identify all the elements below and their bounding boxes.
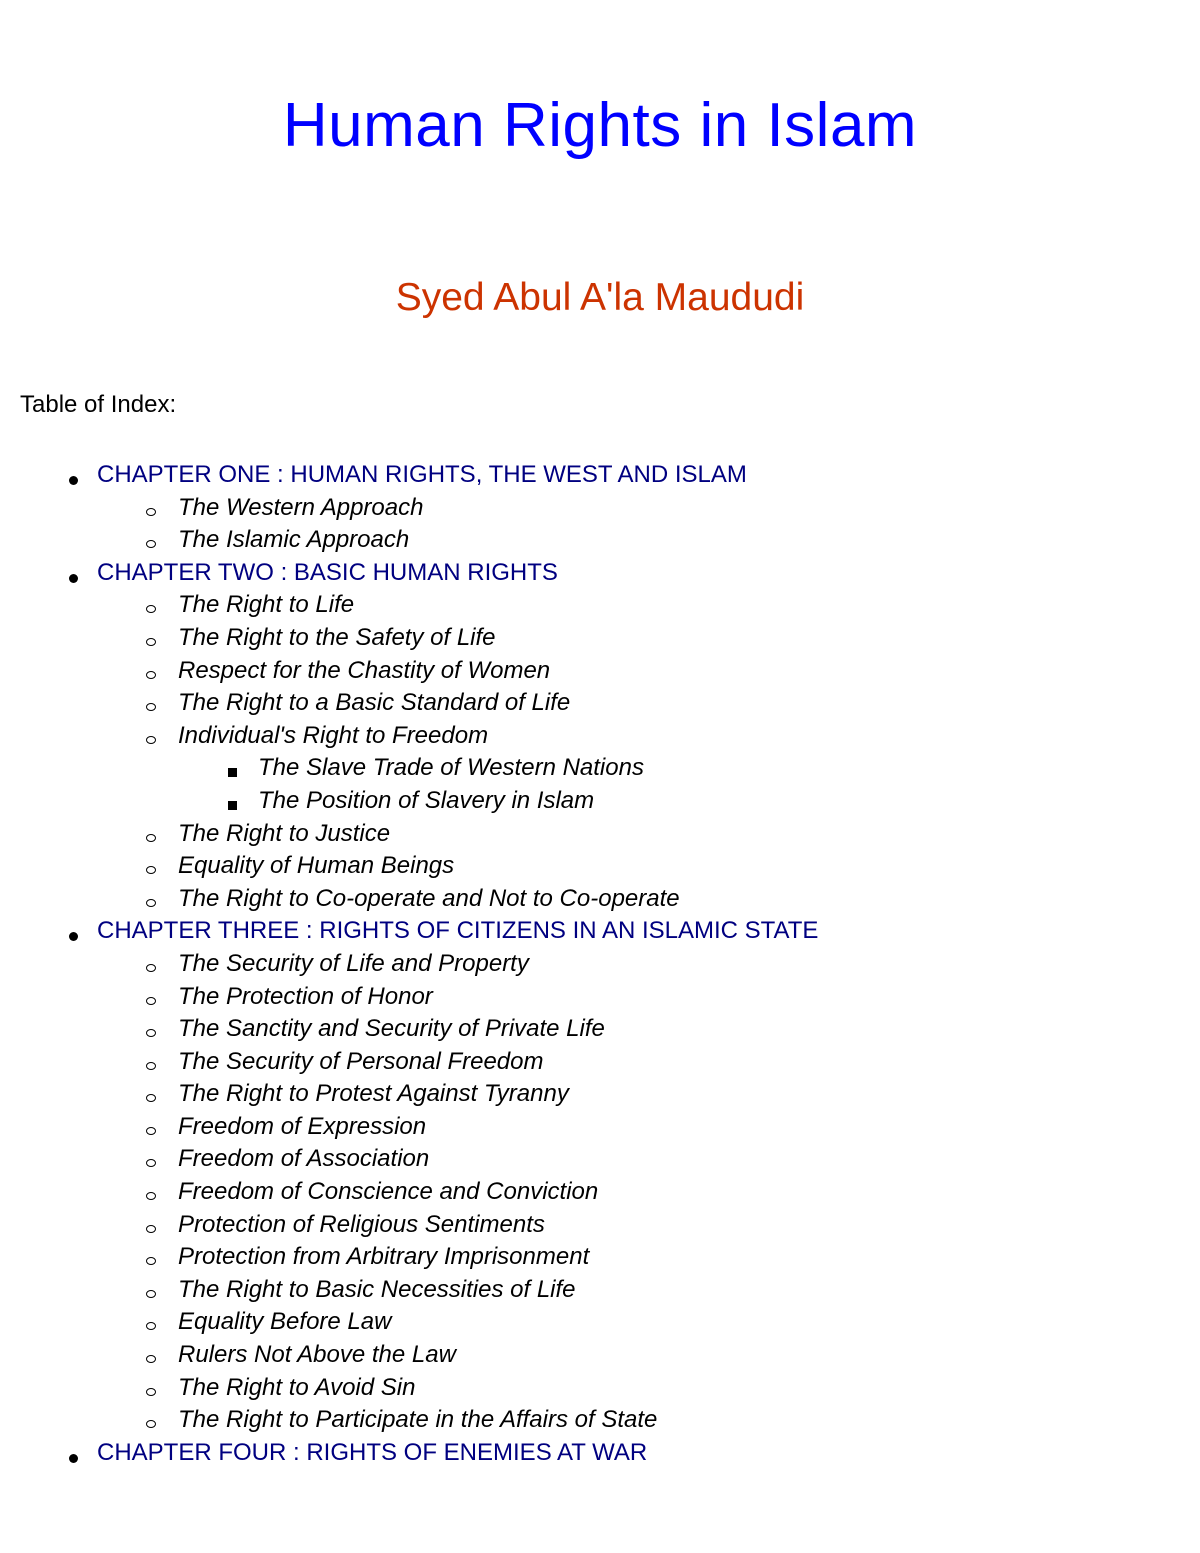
toc-section-item[interactable] [0,850,1200,883]
toc-section-item[interactable] [0,655,1200,688]
toc-section-label[interactable]: Freedom of Association [178,1145,430,1173]
hollow-circle-bullet-icon [146,899,156,907]
toc-section-label[interactable]: Respect for the Chastity of Women [178,656,551,684]
toc-section-item[interactable] [0,1176,1200,1209]
toc-chapter-item[interactable] [0,915,1200,948]
toc-section-label[interactable]: The Security of Personal Freedom [178,1047,544,1075]
hollow-circle-bullet-icon [146,540,156,548]
hollow-circle-bullet-icon [146,1388,156,1396]
toc-subsection-label[interactable]: The Position of Slavery in Islam [258,786,595,814]
toc-section-label[interactable]: The Security of Life and Property [178,949,529,977]
toc-subsection-label[interactable]: The Slave Trade of Western Nations [258,754,644,782]
toc-section-label[interactable]: Freedom of Expression [178,1112,427,1140]
hollow-circle-bullet-icon [146,964,156,972]
toc-section-item[interactable] [0,687,1200,720]
document-author: Syed Abul A'la Maududi [395,276,805,319]
toc-subsection-item[interactable] [0,752,1200,785]
toc-section-label[interactable]: Freedom of Conscience and Conviction [178,1178,599,1206]
toc-section-item[interactable] [0,1013,1200,1046]
toc-section-item[interactable] [0,1306,1200,1339]
toc-section-label[interactable]: Protection from Arbitrary Imprisonment [178,1243,590,1271]
index-label: Table of Index: [20,391,177,418]
toc-section-item[interactable] [0,1143,1200,1176]
hollow-circle-bullet-icon [146,671,156,679]
toc-subsection-item[interactable] [0,785,1200,818]
filled-circle-bullet-icon [69,574,78,583]
hollow-circle-bullet-icon [146,1094,156,1102]
toc-section-label[interactable]: The Right to the Safety of Life [178,623,496,651]
toc-section-label[interactable]: The Right to Avoid Sin [178,1373,416,1401]
hollow-circle-bullet-icon [146,1029,156,1037]
filled-square-bullet-icon [228,801,237,810]
hollow-circle-bullet-icon [146,1159,156,1167]
toc-section-item[interactable] [0,1404,1200,1437]
toc-chapter-item[interactable] [0,1437,1200,1470]
toc-section-item[interactable] [0,492,1200,525]
toc-chapter-label[interactable]: CHAPTER THREE : RIGHTS OF CITIZENS IN AN ISLAMIC STATE [97,917,819,945]
toc-chapter-label[interactable]: CHAPTER TWO : BASIC HUMAN RIGHTS [97,558,558,586]
toc-section-label[interactable]: The Islamic Approach [178,526,410,554]
hollow-circle-bullet-icon [146,1322,156,1330]
hollow-circle-bullet-icon [146,605,156,613]
toc-section-item[interactable] [0,1372,1200,1405]
toc-section-label[interactable]: Individual's Right to Freedom [178,721,489,749]
toc-section-label[interactable]: The Right to Protest Against Tyranny [178,1080,569,1108]
hollow-circle-bullet-icon [146,508,156,516]
hollow-circle-bullet-icon [146,736,156,744]
hollow-circle-bullet-icon [146,834,156,842]
document-title: Human Rights in Islam [282,91,918,160]
hollow-circle-bullet-icon [146,1127,156,1135]
hollow-circle-bullet-icon [146,997,156,1005]
toc-section-item[interactable] [0,589,1200,622]
toc-section-item[interactable] [0,1046,1200,1079]
hollow-circle-bullet-icon [146,1225,156,1233]
hollow-circle-bullet-icon [146,1062,156,1070]
toc-section-item[interactable] [0,1078,1200,1111]
toc-section-item[interactable] [0,883,1200,916]
toc-section-label[interactable]: The Right to Basic Necessities of Life [178,1275,576,1303]
filled-circle-bullet-icon [69,1454,78,1463]
toc-section-item[interactable] [0,948,1200,981]
toc-section-label[interactable]: The Western Approach [178,493,424,521]
toc-section-label[interactable]: The Right to a Basic Standard of Life [178,689,571,717]
toc-section-label[interactable]: The Sanctity and Security of Private Life [178,1015,605,1043]
toc-section-label[interactable]: Protection of Religious Sentiments [178,1210,545,1238]
toc-chapter-item[interactable] [0,459,1200,492]
filled-circle-bullet-icon [69,476,78,485]
toc-section-label[interactable]: Rulers Not Above the Law [178,1341,456,1369]
toc-chapter-item[interactable] [0,557,1200,590]
toc-section-item[interactable] [0,1209,1200,1242]
toc-section-item[interactable] [0,720,1200,753]
toc-section-item[interactable] [0,1274,1200,1307]
toc-section-label[interactable]: Equality of Human Beings [178,852,455,880]
toc-section-item[interactable] [0,524,1200,557]
toc-section-item[interactable] [0,1111,1200,1144]
toc-chapter-label[interactable]: CHAPTER ONE : HUMAN RIGHTS, THE WEST AND ISLAM [97,461,747,488]
filled-circle-bullet-icon [69,932,78,941]
toc-section-label[interactable]: Equality Before Law [178,1308,392,1336]
toc-section-item[interactable] [0,1241,1200,1274]
hollow-circle-bullet-icon [146,638,156,646]
hollow-circle-bullet-icon [146,1355,156,1363]
table-of-contents [0,459,1200,1469]
hollow-circle-bullet-icon [146,703,156,711]
hollow-circle-bullet-icon [146,1290,156,1298]
hollow-circle-bullet-icon [146,866,156,874]
toc-section-label[interactable]: The Right to Co-operate and Not to Co-operate [178,884,680,912]
toc-section-item[interactable] [0,981,1200,1014]
toc-section-label[interactable]: The Protection of Honor [178,982,433,1010]
toc-chapter-label[interactable]: CHAPTER FOUR : RIGHTS OF ENEMIES AT WAR [97,1438,648,1466]
hollow-circle-bullet-icon [146,1420,156,1428]
toc-section-label[interactable]: The Right to Participate in the Affairs of State [178,1406,658,1434]
toc-section-item[interactable] [0,818,1200,851]
toc-section-item[interactable] [0,1339,1200,1372]
toc-section-item[interactable] [0,622,1200,655]
toc-section-label[interactable]: The Right to Justice [178,819,391,847]
filled-square-bullet-icon [228,768,237,777]
hollow-circle-bullet-icon [146,1192,156,1200]
hollow-circle-bullet-icon [146,1257,156,1265]
toc-section-label[interactable]: The Right to Life [178,591,355,619]
